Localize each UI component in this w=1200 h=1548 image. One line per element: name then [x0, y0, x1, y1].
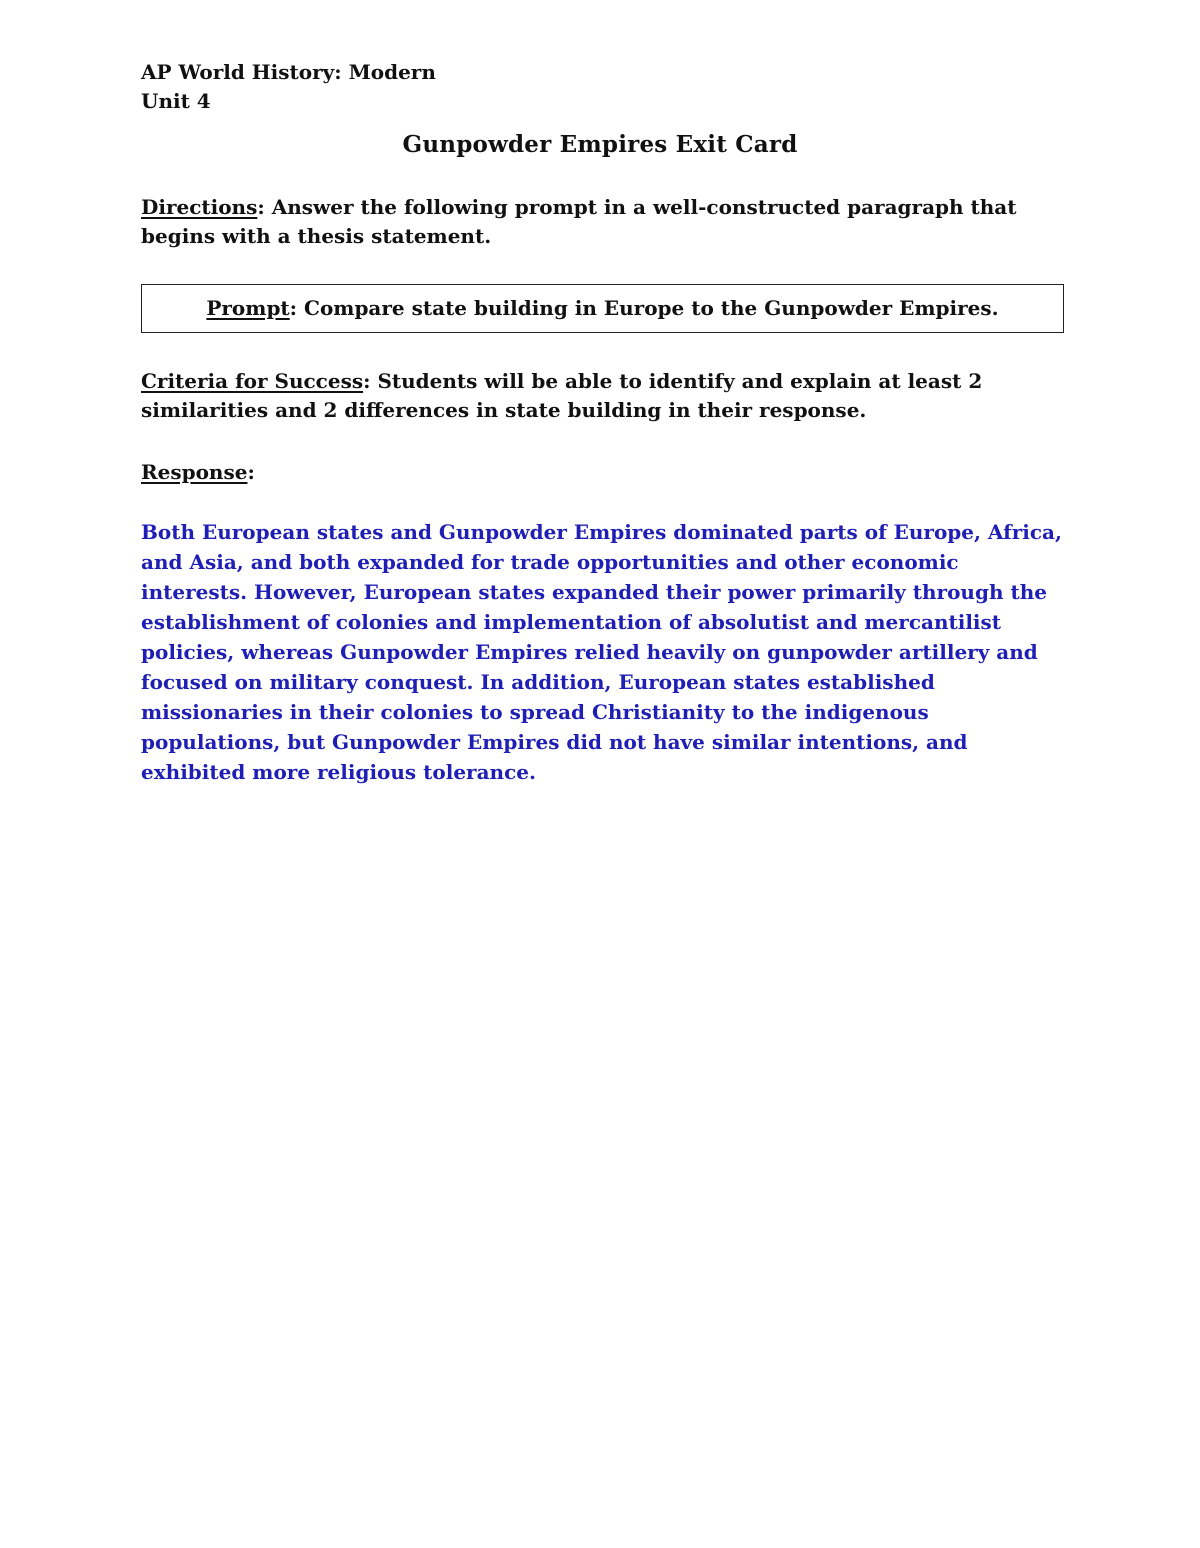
course-title: AP World History: Modern [141, 60, 436, 84]
criteria-text: Students will be able to identify and explain at least 2 similarities and 2 differences in state building in their response. [141, 369, 983, 422]
response-heading [141, 458, 255, 487]
prompt-separator: : [289, 296, 298, 320]
prompt-label: Prompt [206, 296, 290, 320]
response-paragraph: Both European states and Gunpowder Empires dominated parts of Europe, Africa, and Asia, and both expanded for trade opportunities and other economic interests. However, European states expanded their power primarily through the establishment of colonies and implementation of absolutist and mercantilist policies, whereas Gunpowder Empires relied heavily on gunpowder artillery and focused on military conquest. In addition, European states established missionaries in their colonies to spread Christianity to the indigenous populations, but Gunpowder Empires did not have similar intentions, and exhibited more religious tolerance. [141, 520, 1062, 784]
response-separator: : [247, 460, 255, 484]
directions-label: Directions [141, 195, 258, 219]
unit-label: Unit 4 [141, 89, 211, 113]
prompt-box [141, 284, 1064, 333]
page-title: Gunpowder Empires Exit Card [402, 131, 798, 158]
response-label: Response [141, 460, 248, 484]
directions-paragraph [141, 193, 1071, 251]
criteria-separator: : [363, 369, 371, 393]
directions-separator: : [257, 195, 265, 219]
prompt-text: Compare state building in Europe to the Gunpowder Empires. [297, 296, 999, 320]
criteria-label: Criteria for Success [141, 369, 364, 393]
criteria-paragraph [141, 367, 1071, 425]
directions-text: Answer the following prompt in a well-constructed paragraph that begins with a thesis statement. [141, 195, 1017, 248]
